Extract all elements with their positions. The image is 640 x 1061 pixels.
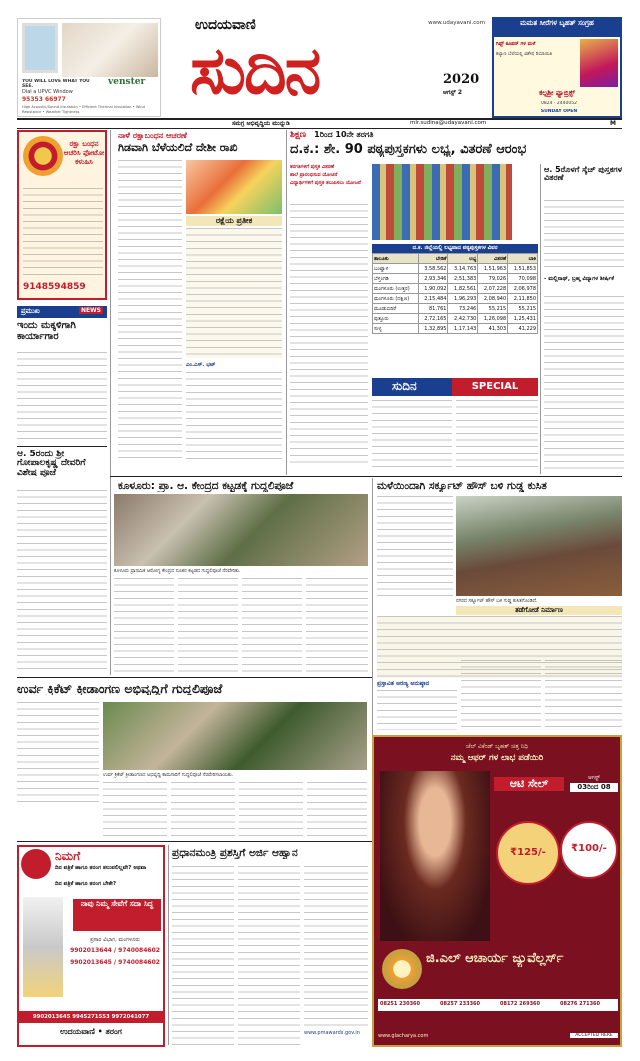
rakhi-body-2	[186, 228, 282, 358]
cricket-body-4	[239, 782, 303, 838]
saree-model-photo	[580, 39, 618, 87]
table-header	[373, 254, 538, 264]
cricket-body-3	[171, 782, 235, 838]
logo-top: ಉದಯವಾಣಿ	[195, 17, 256, 33]
circuit-subhead-2: ಪ್ರಸ್ತಾವಿತ ಅರಣ್ಯ ಅನುಷ್ಠಾನ	[377, 680, 430, 687]
table-cell: ಬೇಡಿಕೆ	[418, 254, 448, 264]
table-cell: 2,15,484	[418, 294, 448, 304]
section-rule-1	[110, 476, 622, 477]
cricket-headline: ಉರ್ವ ಕ್ರಿಕೆಟ್ ಕ್ರೀಡಾಂಗಣ ಅಭಿವೃದ್ಧಿಗೆ ಗುದ್ದಲಿಪೂಜೆ	[17, 682, 223, 696]
col-rule-5	[168, 845, 169, 1045]
table-cell: ಮಂಗಳೂರು (ದಕ್ಷಿಣ)	[373, 294, 419, 304]
rakhi-box-text: ರಕ್ಷಾ ಬಂಧನ ಆಚರಿಸಿ ಫೋಟೋ ಕಳುಹಿಸಿ	[63, 140, 105, 166]
pm-body-1	[172, 866, 234, 1046]
subscribe-brand: ಉದಯವಾಣಿ • ತರಂಗ	[60, 1027, 122, 1036]
table-cell: 2,08,940	[478, 294, 508, 304]
table-row	[373, 304, 538, 314]
divider-brief	[17, 446, 107, 447]
circuit-body-5	[545, 660, 622, 730]
section-rule-3	[17, 841, 372, 842]
table-cell: 1,96,293	[448, 294, 478, 304]
koluru-photo	[114, 494, 368, 566]
circuit-body-1	[377, 496, 453, 596]
col-rule-3	[540, 164, 541, 474]
jewel-phone[interactable]: 08276 271360	[560, 1001, 601, 1007]
table-cell: 1,26,098	[478, 314, 508, 324]
news-strip	[17, 306, 107, 318]
table-cell: 70,098	[508, 274, 538, 284]
jewel-price-badge-2	[560, 821, 618, 879]
side-headline: ಆ. 5ರೊಳಗೆ ಸ್ಕೆಚ್ ಪುಸ್ತಕಗಳ ವಿತರಣೆ	[544, 166, 622, 183]
table-cell: ಲಭ್ಯ	[448, 254, 478, 264]
education-headline: ದ.ಕ.: ಶೇ. 90 ಪಠ್ಯಪುಸ್ತಕಗಳು ಲಭ್ಯ, ವಿತರಣೆ ಆರಂಭ	[290, 143, 527, 157]
table-cell: ಬೆಳ್ತಂಗಡಿ	[373, 274, 419, 284]
brief2-headline: ಆ. 5ರಂದು ಶ್ರೀ ಗೋಪಾಲಕೃಷ್ಣ ದೇವರಿಗೆ ವಿಶೇಷ ಪೂಜೆ	[17, 450, 86, 478]
jewel-price-1: ₹125/-	[510, 847, 546, 858]
koluru-body-4	[306, 578, 368, 674]
table-cell: 79,026	[478, 274, 508, 284]
education-bullet: ಶಾಲೆ ಪ್ರಾರಂಭಿಸುವ ಯೋಚನೆ	[290, 172, 338, 178]
books-table	[372, 244, 538, 374]
right-ad-line1: ಗಿಫ್ಟ್ ಕೂಪನ್ ಗಳ ಮಳೆ	[496, 41, 536, 47]
koluru-headline: ಕೂಳೂರು: ಪ್ರಾ. ಆ. ಕೇಂದ್ರದ ಕಟ್ಟಡಕ್ಕೆ ಗುದ್ದಲಿಪೂಜೆ	[118, 481, 294, 492]
news-strip-label: ಪ್ರಮುಖ	[21, 307, 40, 315]
jewel-date: 03ರಿಂದ 08	[570, 783, 618, 792]
edition-mark: M	[610, 120, 616, 127]
table-cell: 1,32,895	[418, 324, 448, 334]
table-cell: 73,246	[448, 304, 478, 314]
ad-features: High Acoustic/Sound Insulation • Efficient Thermal Insulation • Wind Resistance • Weather Tightness	[22, 105, 145, 114]
right-ad-line2: ಕಲ್ಯಾಣ ಬೆಲೆಯಲ್ಲಿ ವಿಶೇಷ ರಿಯಾಯಿತಿ	[496, 52, 553, 57]
rakhi-kicker: ನಾಳೆ ರಕ್ಷಾಬಂಧನ ಆಚರಣೆ	[118, 131, 187, 140]
right-ad[interactable]	[492, 17, 622, 118]
education-body-3	[456, 400, 538, 470]
table-title: ದ.ಕ. ಜಿಲ್ಲೆಯಲ್ಲಿ ಲಭ್ಯವಾದ ಪಠ್ಯಪುಸ್ತಕಗಳ ವಿವರ	[372, 244, 538, 253]
special-banner	[372, 378, 538, 396]
education-bullets	[290, 163, 370, 203]
education-body-1	[290, 204, 368, 464]
table-cell: 2,42,730	[448, 314, 478, 324]
table-cell: ಬಂಟ್ವಾಳ	[373, 264, 419, 274]
cricket-caption: ಉರ್ವ ಕ್ರಿಕೆಟ್ ಕ್ರೀಡಾಂಗಣದ ಅಭಿವೃದ್ಧಿ ಕಾಮಗಾರಿಗೆ ಗುದ್ದಲಿಪೂಜೆ ನೆರವೇರಿಸಲಾಯಿತು.	[103, 773, 234, 778]
subscribe-line1: ದಿನ ಪತ್ರಿಕೆ ಹಾಗೂ ತರಂಗ ತಲುಪಲಿಲ್ಲವೇ? ಅಥವಾ	[55, 865, 147, 871]
jewel-sun-logo-icon	[382, 949, 422, 989]
side-byline: - ಮಲ್ಲಿನಾಥ್, ಬ್ರಹ್ಮ ವಿದ್ಯಾಗಳ ಶೀರ್ಷಿಕೆ	[544, 276, 614, 282]
textbooks-photo	[372, 164, 512, 240]
table-cell: 81,761	[418, 304, 448, 314]
koluru-body-1	[114, 578, 174, 674]
right-ad-phone: 0824 - 2440052	[541, 101, 577, 106]
rakhi-body-3	[186, 372, 282, 462]
subscribe-title: ನಿಮಗೆ	[55, 849, 81, 863]
brief1-body	[17, 352, 107, 444]
jewel-accepted: ACCEPTED HERE	[570, 1033, 618, 1038]
rakhi-box[interactable]	[17, 130, 107, 300]
section-rule-2	[17, 677, 372, 678]
jewel-model-photo	[380, 771, 490, 941]
table-cell: 3,58,562	[418, 264, 448, 274]
brief1-headline: ಇಂದು ಮಕ್ಕಳಿಗಾಗಿ ಕಾರ್ಯಾಗಾರ	[17, 321, 76, 342]
jewel-ad[interactable]	[372, 735, 622, 1047]
table-cell: 1,25,431	[508, 314, 538, 324]
table-row	[373, 284, 538, 294]
circuit-caption: ನಗರದ ಸರ್ಕ್ಯೂಟ್ ಹೌಸ್ ಬಳಿ ಗುಡ್ಡ ಕುಸಿತಗೊಂಡಿದೆ.	[456, 599, 538, 604]
table-cell: 1,90,092	[418, 284, 448, 294]
pm-body-2	[238, 866, 300, 1046]
cricket-body-1	[17, 702, 99, 802]
education-kicker	[290, 130, 490, 142]
rakhi-credit: ಎಂ.ಎಸ್. ಭಟ್	[186, 362, 216, 368]
education-bullet: ವಿದ್ಯಾರ್ಥಿಗಳಿಗೆ ಪುಸ್ತಕ ತಲುಪಿಸಲು ಯೋಜನೆ	[290, 180, 361, 186]
side-body-1	[544, 200, 624, 272]
special-left: ಸುದಿನ	[392, 379, 417, 393]
education-kicker-sub: 1ರಿಂದ 10ನೇ ತರಗತಿ	[314, 130, 374, 139]
subscribe-phones-bottom[interactable]: 9902013645 9945271553 9972041077	[19, 1011, 163, 1023]
education-body-2	[372, 400, 452, 470]
rakhi-headline: ಗಿಡವಾಗಿ ಬೆಳೆಯಲಿದೆ ದೇಶೀ ರಾಖಿ	[118, 142, 238, 154]
table-cell: 2,07,228	[478, 284, 508, 294]
col-rule-1	[110, 130, 111, 675]
tagline: ಸಮಗ್ರ ಅಭಿವೃದ್ಧಿಯ ಮುನ್ನುಡಿ	[232, 120, 290, 127]
table-cell: ತಾಲೂಕು	[373, 254, 419, 264]
circuit-headline: ಮಳೆಯಿಂದಾಗಿ ಸರ್ಕ್ಯೂಟ್ ಹೌಸ್ ಬಳಿ ಗುಡ್ಡ ಕುಸಿತ	[377, 481, 547, 492]
newspaper-stack-photo	[23, 897, 63, 997]
rakhi-box-phone[interactable]: 9148594859	[23, 282, 86, 292]
jewel-price-2: ₹100/-	[571, 843, 607, 854]
circuit-photo	[456, 496, 622, 596]
table-cell: ಬಾಕಿ	[508, 254, 538, 264]
table-cell: 41,303	[478, 324, 508, 334]
newspaper-logo-icon	[21, 849, 51, 879]
pm-url[interactable]: www.pmawards.gov.in	[304, 1030, 360, 1036]
jewel-phone[interactable]: 08251 230360	[380, 1001, 421, 1007]
side-body-2	[544, 296, 624, 474]
koluru-body-2	[178, 578, 238, 674]
education-bullet: ತರಗತಿಗಳಿಗೆ ಪುಸ್ತಕ ವಿತರಣೆ	[290, 164, 335, 170]
table-cell: 3,14,763	[448, 264, 478, 274]
table-row	[373, 264, 538, 274]
ad-phone: 95353 66977	[22, 96, 66, 103]
rakhi-box-body	[23, 188, 103, 278]
table-row	[373, 274, 538, 284]
ad-phone-label: Dial a UPVC Window	[22, 89, 73, 95]
masthead-year: 2020	[443, 72, 480, 87]
website[interactable]: www.udayavani.com	[428, 20, 485, 26]
jewel-sale: ಆಟಿ ಸೇಲ್	[494, 777, 564, 791]
jewel-top-2: ನಮ್ಮ ಆಫರ್ ಗಳ ಲಾಭ ಪಡೆಯಿರಿ	[450, 753, 544, 763]
date-line: ಆಗಸ್ಟ್ 2	[443, 89, 463, 96]
jewel-phone[interactable]: 08257 233360	[440, 1001, 481, 1007]
books-table-grid	[372, 253, 538, 334]
news-strip-tag: NEWS	[80, 307, 101, 314]
jewel-brand: ಜಿ.ಎಲ್ ಆಚಾರ್ಯ ಜ್ಯುವೆಲ್ಲರ್ಸ್	[426, 951, 564, 966]
jewel-top-1: ಚೆಲ್ ವಿಕೆಂಡ್ ಬೃಹತ್ ಚಿತ್ತ ನಿಧಿ	[465, 743, 528, 750]
table-cell: 2,72,165	[418, 314, 448, 324]
koluru-caption: ಕೂಳೂರು ಪ್ರಾಥಮಿಕ ಆರೋಗ್ಯ ಕೇಂದ್ರದ ನೂತನ ಕಟ್ಟಡದ ಗುದ್ದಲಿಪೂಜೆ ನೆರವೇರಿತು.	[114, 569, 241, 574]
table-cell: 1,82,561	[448, 284, 478, 294]
table-cell: 1,51,963	[478, 264, 508, 274]
table-cell: ಮೂಡುಬಿದಿರೆ	[373, 304, 419, 314]
table-row	[373, 294, 538, 304]
col-rule-2	[286, 130, 287, 475]
table-cell: 2,51,383	[448, 274, 478, 284]
table-cell: 1,51,853	[508, 264, 538, 274]
subscribe-phones2[interactable]: 9902013645 / 9740084602	[70, 959, 160, 966]
special-right: SPECIAL	[452, 378, 538, 396]
right-ad-title: ಮಮತ ಸೀರೆಗಳ ಬೃಹತ್ ಸಂಗ್ರಹ	[494, 19, 620, 37]
table-cell: ಮಂಗಳೂರು (ಉತ್ತರ)	[373, 284, 419, 294]
right-ad-brand: ಕಲ್ಪಶ್ರೀ ಫ್ಯಾಬ್ರಿಕ್ಸ್	[539, 89, 575, 97]
table-row	[373, 324, 538, 334]
table-cell: 55,215	[478, 304, 508, 314]
rakhi-body-1	[118, 160, 182, 460]
rakhi-box-title: ರಕ್ಷೆಯ ಪ್ರತೀಕ	[186, 216, 282, 226]
circuit-body-3	[377, 690, 457, 730]
circuit-body-4	[461, 660, 541, 730]
table-cell: 2,06,978	[508, 284, 538, 294]
subscribe-box: ನಾವು ನಿಮ್ಮ ಸೇವೆಗೆ ಸದಾ ಸಿದ್ಧ	[73, 899, 161, 931]
table-cell: 41,229	[508, 324, 538, 334]
masthead-rule-2	[17, 128, 622, 129]
jewel-website[interactable]: www.glacharya.com	[378, 1033, 429, 1039]
table-cell: 2,93,346	[418, 274, 448, 284]
window-frame-icon	[22, 23, 58, 73]
email[interactable]: mlr.sudina@udayavani.com	[410, 120, 487, 126]
koluru-body-3	[242, 578, 302, 674]
table-row	[373, 314, 538, 324]
table-cell: ಪುತ್ತೂರು	[373, 314, 419, 324]
jewel-date-label: ಆಗಸ್ಟ್	[588, 775, 600, 781]
rakhi-photo	[186, 160, 282, 214]
table-cell: ಸುಳ್ಯ	[373, 324, 419, 334]
table-cell: ವಿತರಣೆ	[478, 254, 508, 264]
ad-brand: venster	[108, 77, 146, 87]
table-cell: 55,215	[508, 304, 538, 314]
pm-body-3	[304, 866, 368, 1026]
cricket-body-5	[307, 782, 367, 838]
pm-headline: ಪ್ರಧಾನಮಂತ್ರಿ ಪ್ರಶಸ್ತಿಗೆ ಅರ್ಜಿ ಆಹ್ವಾನ	[172, 848, 298, 859]
table-cell: 1,17,143	[448, 324, 478, 334]
jewel-price-badge-1	[496, 821, 560, 885]
rakhi-icon	[23, 136, 63, 176]
right-ad-note: SUNDAY OPEN	[540, 109, 578, 114]
cricket-body-2	[103, 782, 167, 838]
brief2-body	[17, 490, 107, 675]
window-photo	[62, 23, 158, 77]
education-kicker-main: ಶಿಕ್ಷಣ	[290, 130, 307, 140]
jewel-phones	[378, 999, 618, 1011]
subscribe-ad[interactable]	[17, 845, 165, 1047]
subscribe-phones1[interactable]: 9902013644 / 9740084602	[70, 947, 160, 954]
left-ad[interactable]	[17, 18, 161, 117]
jewel-phone[interactable]: 08172 269360	[500, 1001, 541, 1007]
cricket-photo	[103, 702, 367, 770]
subscribe-office: ಪ್ರಸಾರ ವಿಭಾಗ, ಮಂಗಳೂರು	[90, 937, 140, 943]
ad-slogan: YOU WILL LOVE WHAT YOU SEE.	[22, 79, 90, 89]
masthead-title: ಸುದಿನ	[190, 32, 320, 109]
subscribe-line2: ದಿನ ಪತ್ರಿಕೆ ಹಾಗೂ ತರಂಗ ಬೇಕೇ?	[55, 881, 117, 887]
circuit-subhead: ತಡೆಗೋಡೆ ನಿರ್ಮಾಣ	[456, 606, 622, 615]
table-cell: 2,11,850	[508, 294, 538, 304]
